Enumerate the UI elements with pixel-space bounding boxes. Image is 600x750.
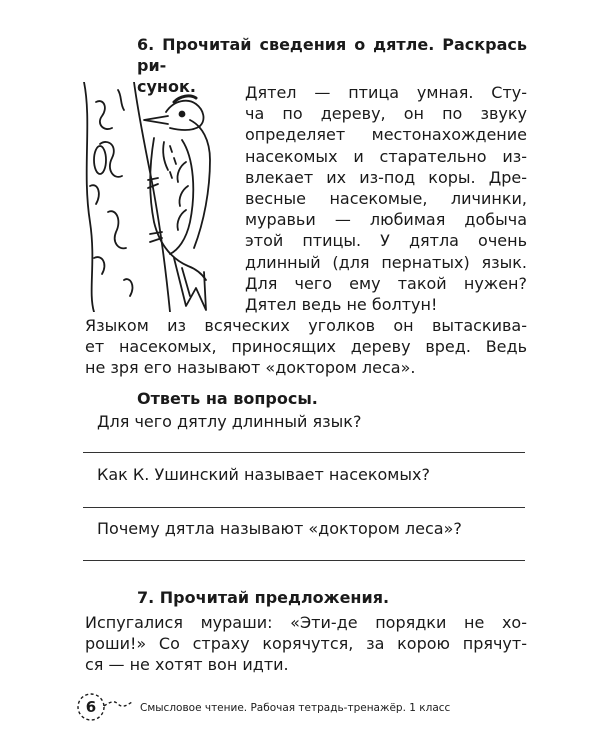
text-line: Дятел ведь не болтун!	[245, 295, 438, 315]
task-6-title-line-1: 6. Прочитай сведения о дятле. Раскрась ри-	[137, 35, 527, 75]
questions-heading: Ответь на вопросы.	[137, 389, 318, 408]
text-line: роши!» Со страху корячутся, за корою прячут-	[85, 634, 527, 654]
text-line: Испугалися мураши: «Эти-де порядки не хо-	[85, 613, 527, 632]
woodpecker-illustration	[78, 82, 238, 312]
text-line: Для чего ему такой нужен?	[245, 273, 527, 293]
text-line: этой птицы. У дятла очень	[245, 231, 527, 251]
question-3: Почему дятла называют «доктором леса»?	[97, 519, 462, 538]
text-line: Дятел — птица умная. Сту-	[245, 83, 527, 102]
text-line: муравьи — любимая добыча	[245, 210, 527, 230]
footer-text: Смысловое чтение. Рабочая тетрадь-тренажёр. 1 класс	[140, 702, 451, 714]
text-line: весные насекомые, личинки,	[245, 189, 527, 209]
bird-body	[150, 138, 206, 280]
text-line: насекомых и старательно из-	[245, 146, 527, 166]
bird-wing	[170, 140, 193, 254]
bark-knot	[94, 146, 106, 174]
answer-line-2[interactable]	[83, 507, 525, 508]
bird-feet	[148, 178, 162, 242]
tree-trunk-outline	[84, 82, 94, 312]
text-line: ет насекомых, приносящих дереву вред. Ведь	[85, 337, 527, 357]
text-line: влекает их из-под коры. Дре-	[245, 167, 527, 187]
text-line: ся — не хотят вон идти.	[85, 655, 289, 675]
woodpecker-text-full	[85, 315, 527, 379]
text-line: ча по дереву, он по звуку	[245, 104, 527, 124]
task-6-title-line-2: сунок.	[137, 77, 196, 96]
text-line: не зря его называют «доктором леса».	[85, 358, 416, 378]
woodpecker-text-right	[245, 82, 527, 315]
question-2: Как К. Ушинский называет насекомых?	[97, 465, 430, 484]
task-7-text	[85, 612, 527, 676]
task-7-title: 7. Прочитай предложения.	[137, 588, 390, 607]
text-line: определяет местонахождение	[245, 125, 527, 145]
bird-tail	[174, 258, 206, 310]
text-line: Языком из всяческих уголков он вытаскива-	[85, 316, 527, 335]
text-line: длинный (для пернатых) язык.	[245, 252, 527, 272]
bird-beak	[144, 116, 168, 124]
bird-eye	[180, 112, 185, 117]
answer-line-1[interactable]	[83, 452, 525, 453]
answer-line-3[interactable]	[83, 560, 525, 561]
question-1: Для чего дятлу длинный язык?	[97, 412, 362, 431]
page-number: 6	[85, 698, 97, 716]
